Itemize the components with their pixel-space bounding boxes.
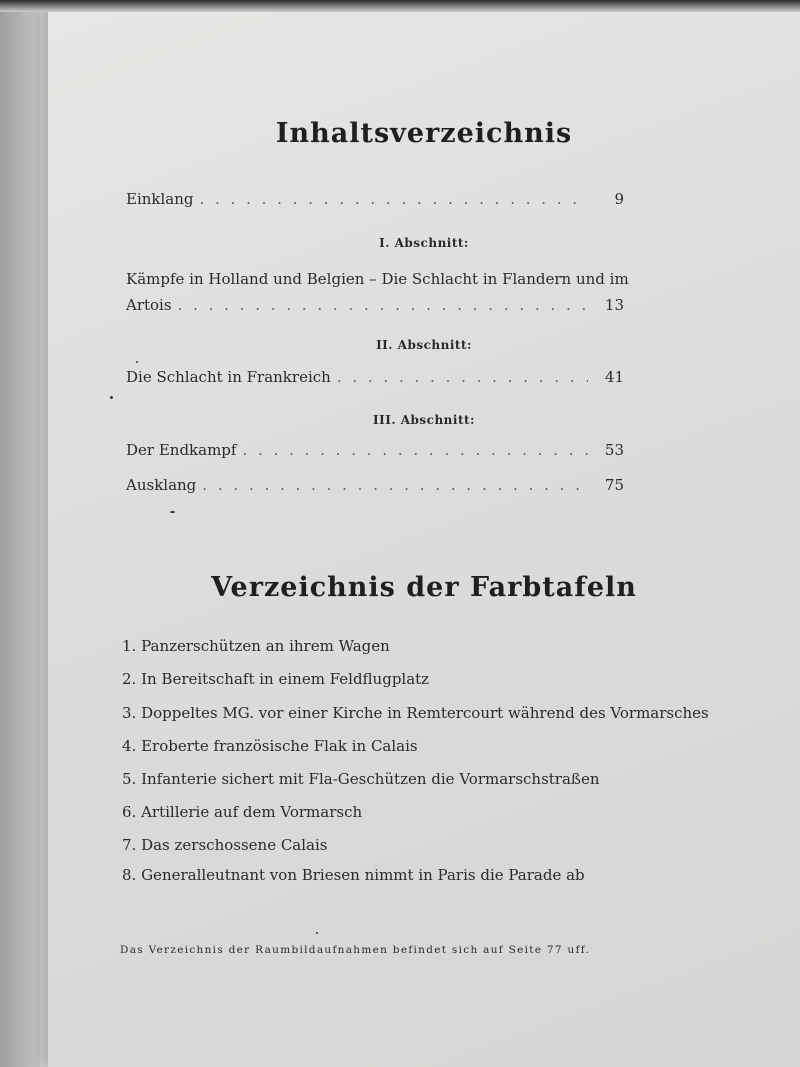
toc-entry-page: 53 (604, 441, 624, 459)
leader-dots (242, 441, 588, 459)
section-label-1: I. Abschnitt: (379, 236, 469, 250)
toc-entry-einklang (126, 190, 624, 208)
plate-item: 3. Doppeltes MG. vor einer Kirche in Remtercourt während des Vormarsches (122, 704, 709, 722)
leader-dots (200, 190, 589, 208)
toc-entry-endkampf (126, 441, 624, 459)
toc-entry-label: Ausklang (126, 476, 197, 494)
section-label-2: II. Abschnitt: (376, 338, 472, 352)
paper-speck (170, 511, 175, 513)
toc-entry-page: 13 (604, 296, 624, 314)
toc-entry-label: Einklang (126, 190, 194, 208)
plate-item: 7. Das zerschossene Calais (122, 836, 328, 854)
toc-entry-frankreich (126, 368, 624, 386)
book-gutter-shadow (0, 0, 40, 1067)
plate-item: 8. Generalleutnant von Briesen nimmt in Paris die Parade ab (122, 866, 585, 884)
paper-speck (136, 361, 138, 363)
plate-item: 1. Panzerschützen an ihrem Wagen (122, 637, 390, 655)
toc-entry-page: 9 (614, 190, 624, 208)
toc-entry-page: 75 (604, 476, 624, 494)
leader-dots (337, 368, 588, 386)
plate-item: 5. Infanterie sichert mit Fla-Geschützen die Vormarschstraßen (122, 770, 600, 788)
plates-title: Verzeichnis der Farbtafeln (211, 572, 637, 603)
paper-speck (316, 932, 318, 934)
toc-entry-label: Der Endkampf (126, 441, 237, 459)
toc-entry-ausklang (126, 476, 624, 494)
plate-item: 2. In Bereitschaft in einem Feldflugplatz (122, 670, 430, 688)
top-edge-shadow (0, 0, 800, 12)
toc-entry-holland (126, 296, 624, 314)
toc-entry-label-line1: Kämpfe in Holland und Belgien – Die Schlacht in Flandern und im (126, 270, 629, 288)
toc-entry-page: 41 (604, 368, 624, 386)
toc-entry-label-line2: Artois (126, 296, 172, 314)
plate-item: 4. Eroberte französische Flak in Calais (122, 737, 418, 755)
footnote: Das Verzeichnis der Raumbildaufnahmen befindet sich auf Seite 77 uff. (120, 944, 591, 956)
section-label-3: III. Abschnitt: (373, 413, 475, 427)
leader-dots (178, 296, 588, 314)
plate-item: 6. Artillerie auf dem Vormarsch (122, 803, 363, 821)
toc-title: Inhaltsverzeichnis (275, 118, 573, 149)
paper-speck (110, 396, 113, 399)
leader-dots (202, 476, 588, 494)
book-page (48, 0, 800, 1067)
toc-entry-label: Die Schlacht in Frankreich (126, 368, 331, 386)
